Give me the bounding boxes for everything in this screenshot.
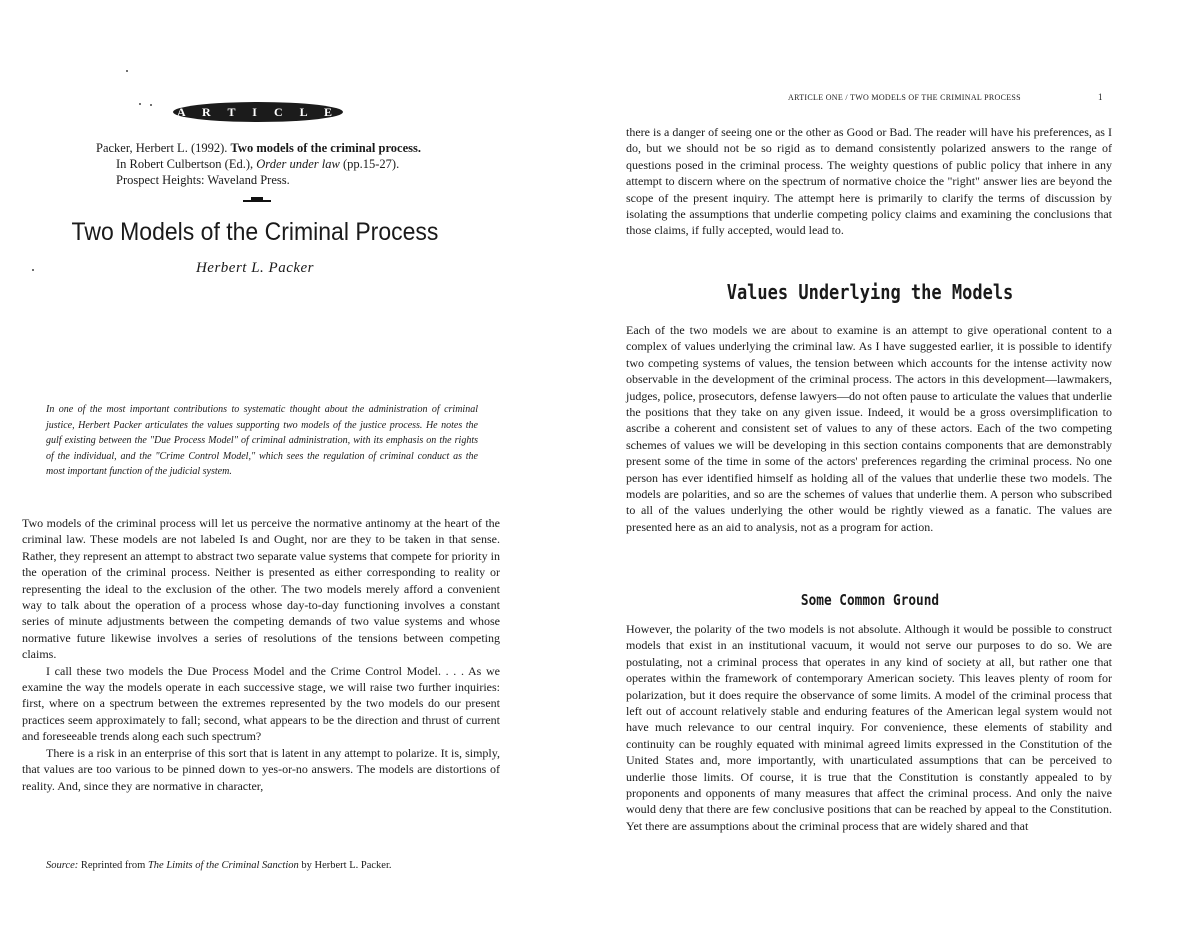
paragraph: there is a danger of seeing one or the other as Good or Bad. The reader will have his preferences, as I do, but we should not be so rigid as to demand consistently polarized answers to the range of questions posed in the criminal process. The weighty questions of public policy that inhere in any attempt to discern where on the spectrum of normative choice the "right" answer lies are beyond the scope of the present inquiry. The attempt here is primarily to clarify the terms of discussion by isolating the assumptions that underlie competing policy claims and examining the conclusions that those claims, if fully accepted, would lead to. [626,125,1112,238]
citation-editor: In Robert Culbertson (Ed.), [116,157,257,171]
scan-speck [126,70,128,72]
scan-speck [150,104,152,106]
scan-speck [139,103,141,105]
abstract: In one of the most important contributions to systematic thought about the administration of criminal justice, Herbert Packer articulates the values supporting two models of the justice process. He notes the gulf existing between the "Due Process Model" of criminal administration, with its emphasis on the rights of the individual, and the "Crime Control Model," which sees the regulation of criminal conduct as the most important function of the judicial system. [46,404,478,478]
source-text: Reprinted from [78,860,148,871]
citation-title: Two models of the criminal process. [230,141,422,155]
paragraph: There is a risk in an enterprise of this sort that is latent in any attempt to polarize. It is, simply, that values are too various to be pinned down to yes-or-no answers. The models are distortions of reality. And, since they are normative in character, [22,745,500,793]
citation-publisher: Prospect Heights: Waveland Press. [116,173,290,187]
paragraph: However, the polarity of the two models is not absolute. Although it would be possible to construct models that exist in an institutional vacuum, it would not serve our purposes to do so. We are postulating, not a criminal process that operates in any kind of society at all, but rather one that operates within the framework of contemporary American society. This leaves plenty of room for polarization, but it does require the observance of some limits. A model of the criminal process that left out of account relatively stable and enduring features of the American legal system would not have much relevance to our central inquiry. For convenience, these elements of stability and continuity can be roughly equated with minimal agreed limits expressed in the Constitution of the United States and, more importantly, with unarticulated assumptions that can be perceived to underlie those limits. Of course, it is true that the Constitution is constantly appealed to by proponents and opponents of many measures that affect the criminal process. And only the naive would deny that there are few conclusive positions that can be reached by appeal to the Constitution. Yet there are assumptions about the criminal process that are widely shared and that [626,622,1112,833]
source-label: Source: [46,860,79,871]
values-section-body [626,322,1112,535]
left-body [22,515,500,794]
common-ground-body [626,621,1112,834]
paragraph: Two models of the criminal process will let us perceive the normative antinomy at the heart of the criminal law. These models are not labeled Is and Ought, nor are they to be taken in that sense. Rather, they represent an attempt to abstract two separate value systems that compete for priority in the operation of the criminal process. Neither is presented as either corresponding to reality or representing the ideal to the exclusion of the other. The two models merely afford a convenient way to talk about the operation of a process whose day-to-day functioning involves a constant series of minute adjustments between the competing demands of two value systems and whose normative future likewise involves a series of resolutions of the tensions between competing claims. [22,516,500,662]
citation-author: Packer, Herbert L. (1992). [96,141,231,155]
article-label-badge: A R T I C L E [173,102,343,122]
section-heading-common-ground: Some Common Ground [800,591,940,609]
section-heading-values: Values Underlying the Models [726,280,1014,304]
running-head: ARTICLE ONE / TWO MODELS OF THE CRIMINAL PROCESS [788,93,1021,102]
article-author: Herbert L. Packer [195,260,315,276]
page-number: 1 [1098,92,1103,102]
paragraph: I call these two models the Due Process Model and the Crime Control Model. . . . As we examine the way the models operate in each successive stage, we will raise two further inquiries: first, where on a spectrum between the extremes represented by the two models do our present practices seem approximately to fall; second, what appears to be the direction and thrust of current and foreseeable trends along each such spectrum? [22,663,500,744]
source-author: by Herbert L. Packer. [298,860,392,871]
citation-pages: (pp.15-27). [339,157,400,171]
article-title: Two Models of the Criminal Process [71,218,439,246]
paragraph: Each of the two models we are about to examine is an attempt to give operational content to a complex of values underlying the criminal law. As I have suggested earlier, it is possible to identify two competing systems of values, the tension between which accounts for the intense activity now observable in the development of the criminal process. The actors in this development—lawmakers, judges, police, prosecutors, defense lawyers—do not often pause to articulate the values that underlie the positions that they take on any given issue. Indeed, it would be a gross oversimplification to ascribe a coherent and consistent set of values to any of these actors. Each of the two competing schemes of values we will be developing in this section contains components that are demonstrably present some of the time in some of the actors' preferences regarding the criminal process. No one person has ever identified himself as holding all of the values that underlie these two models. The models are polarities, and so are the schemes of values that underlie them. A person who subscribed to all of the values underlying the other would be rightly viewed as a fanatic. The values are presented here as an aid to analysis, not as a program for action. [626,323,1112,534]
citation [96,140,516,188]
source-book-title: The Limits of the Criminal Sanction [147,860,299,871]
source-note [46,860,516,871]
right-intro-paragraph [626,124,1112,239]
right-page [600,0,1200,933]
citation-book: Order under law [256,157,340,171]
ornament-divider-icon [243,197,271,203]
